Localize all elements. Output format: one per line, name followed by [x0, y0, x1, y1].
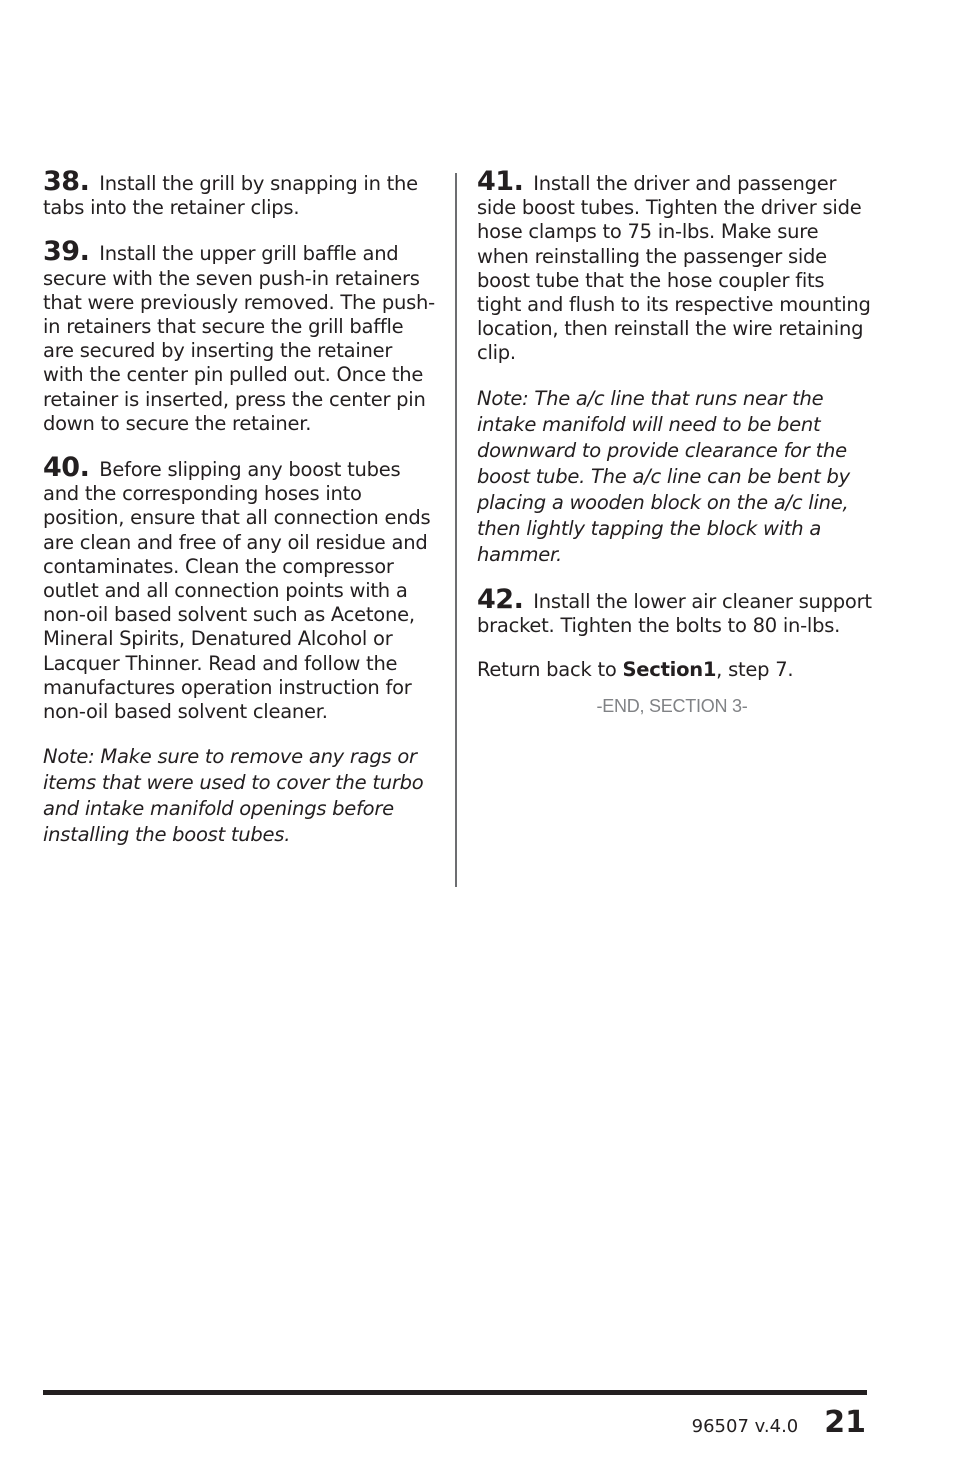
step-number: 42. [477, 583, 524, 615]
step-39 [43, 236, 438, 436]
return-prefix: Return back to [477, 658, 623, 682]
step-number: 40. [43, 452, 90, 484]
end-section-marker: -END, SECTION 3- [596, 696, 748, 717]
step-number: 39. [43, 236, 90, 268]
document-version: 96507 v.4.0 [691, 1416, 799, 1437]
step-41 [477, 166, 872, 366]
step-text: Install the driver and passenger side boost tubes. Tighten the driver side hose clamps to 75 in-lbs. Make sure when reinstalling the passenger side boost tube that the hose coupler fits tight and flush to its respective mounting location, then reinstall the wire retaining clip. [477, 172, 871, 365]
step-40 [43, 452, 438, 724]
step-text: Install the grill by snapping in the tabs into the retainer clips. [43, 172, 418, 220]
step-number: 38. [43, 166, 90, 197]
footer-rule [43, 1390, 867, 1395]
return-instruction [477, 658, 872, 682]
step-text: Before slipping any boost tubes and the corresponding hoses into position, ensure that all connection ends are clean and free of any oil residue and contaminates. Clean the compressor outlet and all connection points with a non-oil based solvent such as Acetone, Mineral Spirits, Denatured Alcohol or Lacquer Thinner. Read and follow the manufactures operation instruction for non-oil based solvent cleaner. [43, 458, 431, 724]
note-boost-tubes: Note: Make sure to remove any rags or items that were used to cover the turbo and intake manifold openings before installing the boost tubes. [43, 745, 424, 847]
return-section-link: Section1 [622, 658, 717, 682]
step-number: 41. [477, 166, 524, 197]
left-column [43, 166, 438, 868]
step-text: Install the lower air cleaner support bracket. Tighten the bolts to 80 in-lbs. [477, 589, 872, 637]
page-number: 21 [824, 1405, 866, 1440]
return-suffix: , step 7. [716, 658, 794, 682]
right-column [477, 166, 872, 718]
step-text: Install the upper grill baffle and secure with the seven push-in retainers that were previously removed. The push-in retainers that secure the grill baffle are secured by inserting the retainer with the center pin pulled out. Once the retainer is inserted, press the center pin down to secure the retainer. [43, 242, 435, 435]
column-divider [455, 173, 457, 887]
step-42 [477, 583, 872, 638]
note-ac-line: Note: The a/c line that runs near the intake manifold will need to be bent downward to provide clearance for the boost tube. The a/c line can be bent by placing a wooden block on the a/c line, then lightly tapping the block with a hammer. [477, 386, 850, 566]
page-footer [692, 1405, 866, 1440]
step-38 [43, 166, 438, 220]
